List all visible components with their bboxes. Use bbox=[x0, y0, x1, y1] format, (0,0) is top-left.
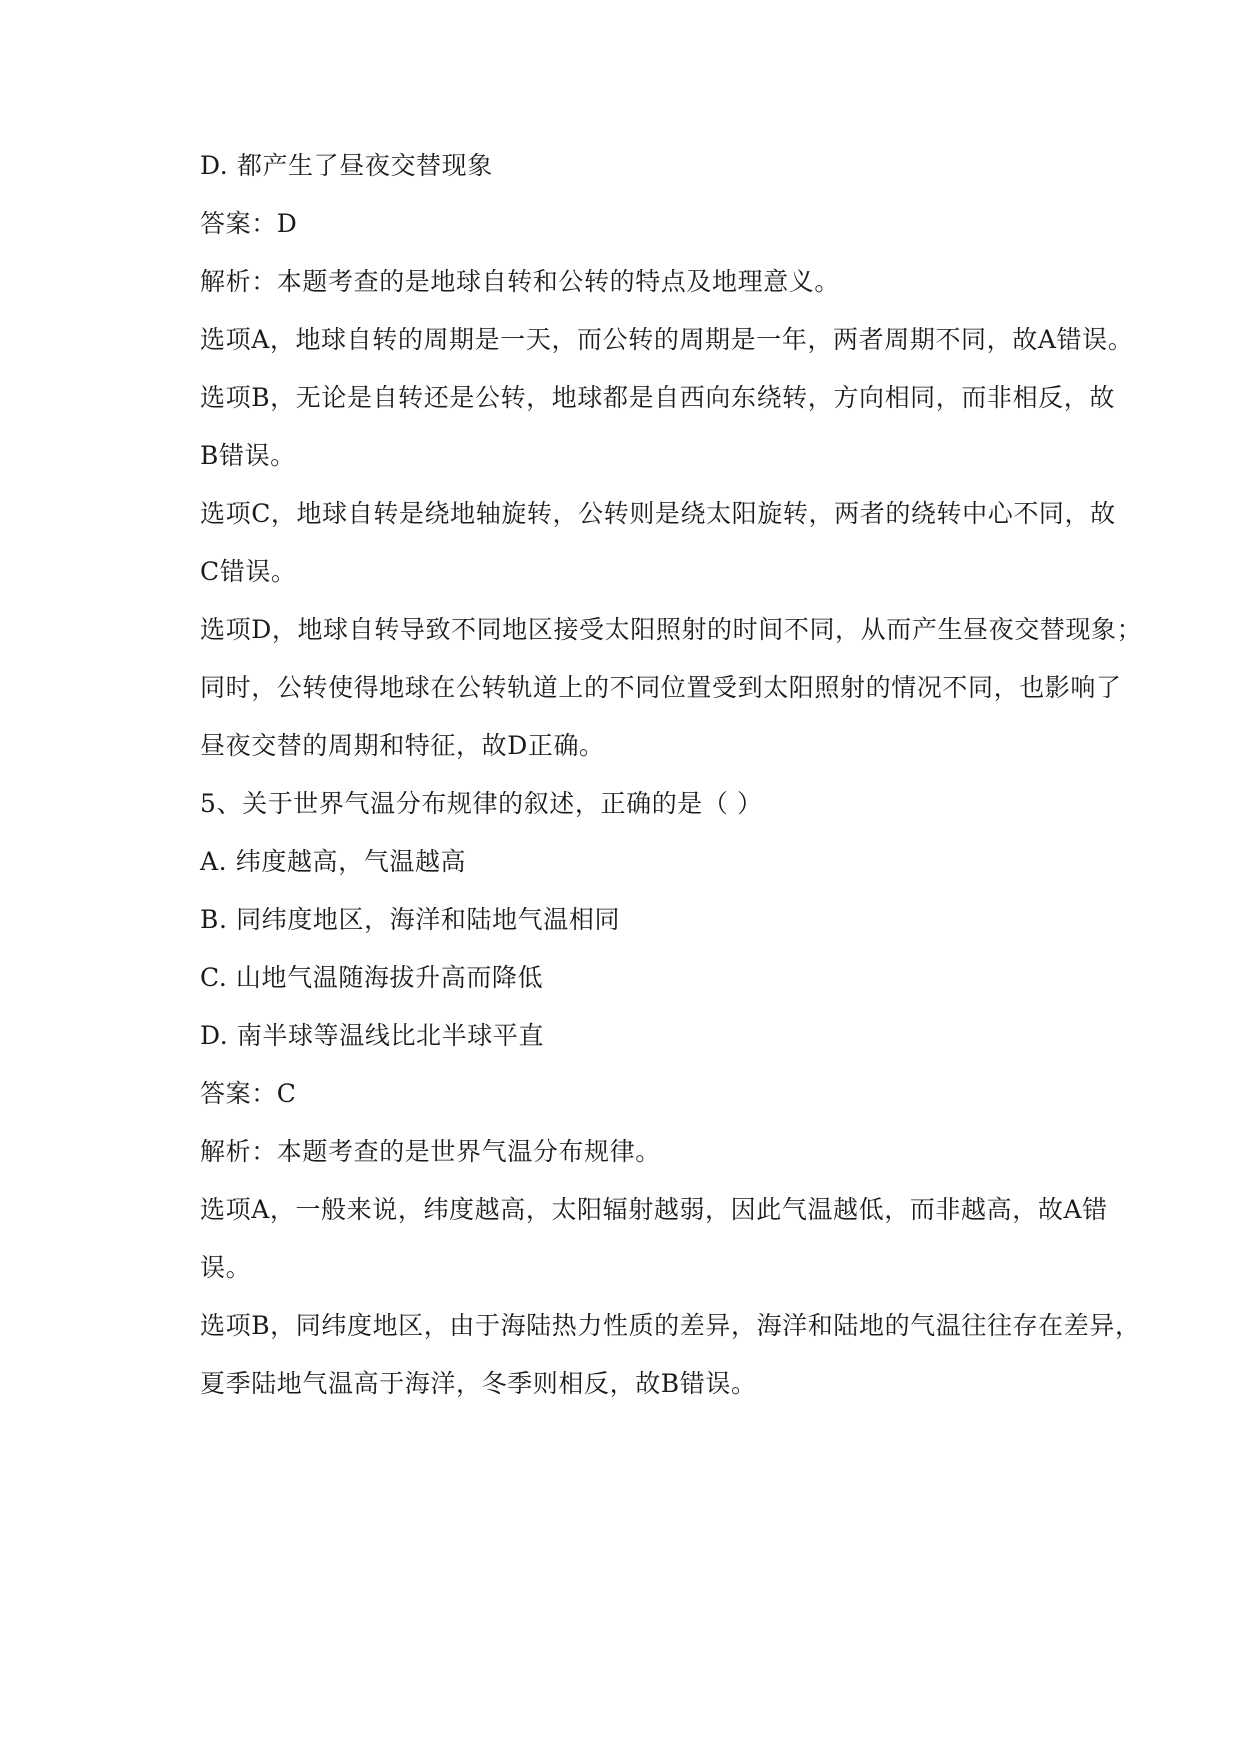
answer-q5: 答案：C bbox=[200, 1079, 297, 1108]
explanation-option-d-q4-cont1: 同时，公转使得地球在公转轨道上的不同位置受到太阳照射的情况不同，也影响了 bbox=[200, 673, 1122, 702]
document-page bbox=[200, 0, 1143, 1754]
explanation-option-a-q4: 选项A，地球自转的周期是一天，而公转的周期是一年，两者周期不同，故A错误。 bbox=[200, 325, 1134, 354]
option-d-q5: D. 南半球等温线比北半球平直 bbox=[200, 1021, 545, 1050]
explanation-option-a-q5: 选项A，一般来说，纬度越高，太阳辐射越弱，因此气温越低，而非越高，故A错 bbox=[200, 1195, 1108, 1224]
explanation-option-a-q5-cont: 误。 bbox=[200, 1253, 252, 1282]
explanation-option-d-q4: 选项D，地球自转导致不同地区接受太阳照射的时间不同，从而产生昼夜交替现象； bbox=[200, 615, 1143, 644]
option-b-q5: B. 同纬度地区，海洋和陆地气温相同 bbox=[200, 905, 621, 934]
explanation-intro-q4: 解析：本题考查的是地球自转和公转的特点及地理意义。 bbox=[200, 267, 841, 296]
explanation-option-b-q4: 选项B，无论是自转还是公转，地球都是自西向东绕转，方向相同，而非相反，故 bbox=[200, 383, 1115, 412]
explanation-option-c-q4-cont: C错误。 bbox=[200, 557, 297, 586]
option-d-q4: D. 都产生了昼夜交替现象 bbox=[200, 151, 493, 180]
answer-q4: 答案：D bbox=[200, 209, 298, 238]
question-5: 5、关于世界气温分布规律的叙述，正确的是（ ） bbox=[200, 789, 763, 818]
explanation-option-d-q4-cont2: 昼夜交替的周期和特征，故D正确。 bbox=[200, 731, 605, 760]
explanation-option-b-q5-cont: 夏季陆地气温高于海洋，冬季则相反，故B错误。 bbox=[200, 1369, 757, 1398]
explanation-option-b-q5: 选项B，同纬度地区，由于海陆热力性质的差异，海洋和陆地的气温往往存在差异， bbox=[200, 1311, 1141, 1340]
option-a-q5: A. 纬度越高，气温越高 bbox=[200, 847, 467, 876]
explanation-option-c-q4: 选项C，地球自转是绕地轴旋转，公转则是绕太阳旋转，两者的绕转中心不同，故 bbox=[200, 499, 1116, 528]
explanation-option-b-q4-cont: B错误。 bbox=[200, 441, 296, 470]
option-c-q5: C. 山地气温随海拔升高而降低 bbox=[200, 963, 544, 992]
explanation-intro-q5: 解析：本题考查的是世界气温分布规律。 bbox=[200, 1137, 661, 1166]
